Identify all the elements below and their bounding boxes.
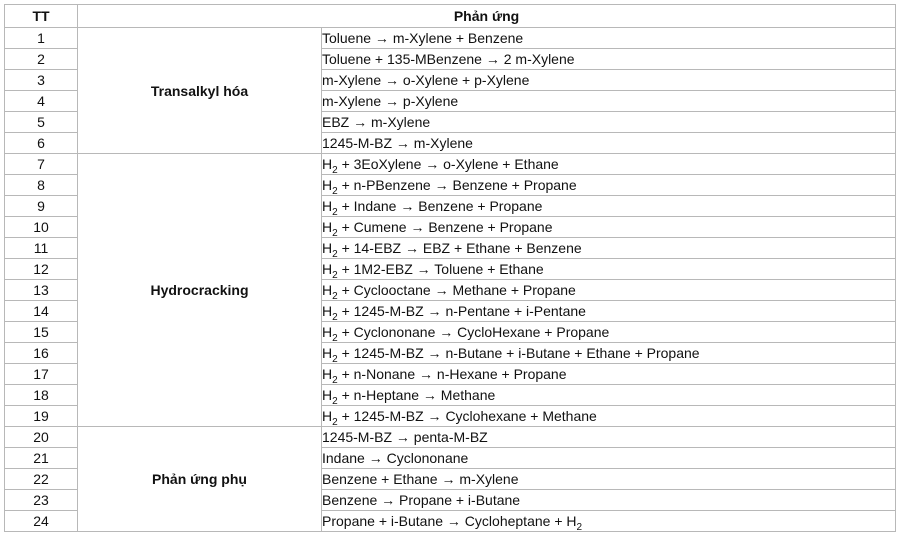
hydrogen-symbol: H — [566, 513, 577, 529]
reaction-cell — [322, 490, 896, 511]
reaction-text: + Cumene → Benzene + Propane — [337, 219, 553, 235]
reaction-cell — [322, 364, 896, 385]
hydrogen-symbol: H — [322, 240, 333, 256]
reaction-text: + 1245-M-BZ → Cyclohexane + Methane — [337, 408, 597, 424]
reaction-text: Benzene → Propane + i-Butane — [322, 492, 521, 508]
hydrogen-subscript: 2 — [332, 228, 338, 239]
group-label: Phản ứng phụ — [78, 427, 322, 532]
reaction-cell — [322, 70, 896, 91]
row-number: 20 — [5, 427, 78, 448]
table-row — [5, 154, 896, 175]
hydrogen-symbol: H — [322, 387, 333, 403]
hydrogen-subscript: 2 — [332, 333, 338, 344]
reaction-text: + 3EoXylene → o-Xylene + Ethane — [337, 156, 559, 172]
reaction-text: + Indane → Benzene + Propane — [337, 198, 543, 214]
reaction-cell — [322, 511, 896, 532]
hydrogen-symbol: H — [322, 198, 333, 214]
hydrogen-formula — [322, 345, 338, 365]
table-row — [5, 28, 896, 49]
reaction-cell — [322, 133, 896, 154]
reaction-text: + n-Heptane → Methane — [337, 387, 496, 403]
row-number: 11 — [5, 238, 78, 259]
group-label: Hydrocracking — [78, 154, 322, 427]
hydrogen-subscript: 2 — [332, 375, 338, 386]
reaction-text: + n-Nonane → n-Hexane + Propane — [337, 366, 567, 382]
reaction-cell — [322, 154, 896, 175]
reaction-text: Benzene + Ethane → m-Xylene — [322, 471, 519, 487]
row-number: 8 — [5, 175, 78, 196]
reaction-cell — [322, 427, 896, 448]
hydrogen-formula — [322, 324, 338, 344]
hydrogen-subscript: 2 — [332, 312, 338, 323]
reaction-cell — [322, 385, 896, 406]
reaction-cell — [322, 448, 896, 469]
hydrogen-symbol: H — [322, 219, 333, 235]
hydrogen-symbol: H — [322, 366, 333, 382]
reaction-cell — [322, 175, 896, 196]
header-tt: TT — [5, 5, 78, 28]
header-row — [5, 5, 896, 28]
reaction-text: + 1245-M-BZ → n-Butane + i-Butane + Ethane + Propane — [337, 345, 700, 361]
reaction-text: 1245-M-BZ → penta-M-BZ — [322, 429, 488, 445]
reaction-cell — [322, 217, 896, 238]
row-number: 3 — [5, 70, 78, 91]
table-body — [5, 28, 896, 532]
row-number: 4 — [5, 91, 78, 112]
table-row — [5, 427, 896, 448]
row-number: 16 — [5, 343, 78, 364]
hydrogen-subscript: 2 — [332, 417, 338, 428]
row-number: 12 — [5, 259, 78, 280]
row-number: 10 — [5, 217, 78, 238]
header-reaction: Phản ứng — [78, 5, 896, 28]
hydrogen-symbol: H — [322, 282, 333, 298]
reaction-cell — [322, 91, 896, 112]
row-number: 9 — [5, 196, 78, 217]
reaction-cell — [322, 301, 896, 322]
hydrogen-formula — [322, 177, 338, 197]
reaction-cell — [322, 280, 896, 301]
hydrogen-subscript: 2 — [332, 396, 338, 407]
reaction-cell — [322, 112, 896, 133]
reaction-cell — [322, 343, 896, 364]
reaction-text: Toluene → m-Xylene + Benzene — [322, 30, 524, 46]
hydrogen-symbol: H — [322, 408, 333, 424]
hydrogen-subscript: 2 — [332, 165, 338, 176]
reaction-text: 1245-M-BZ → m-Xylene — [322, 135, 473, 151]
hydrogen-symbol: H — [322, 261, 333, 277]
group-label: Transalkyl hóa — [78, 28, 322, 154]
hydrogen-formula — [322, 240, 338, 260]
hydrogen-subscript: 2 — [332, 291, 338, 302]
reaction-table — [4, 4, 896, 532]
reaction-text: + 1245-M-BZ → n-Pentane + i-Pentane — [337, 303, 586, 319]
reaction-cell — [322, 49, 896, 70]
reaction-cell — [322, 259, 896, 280]
hydrogen-subscript: 2 — [332, 354, 338, 365]
row-number: 18 — [5, 385, 78, 406]
hydrogen-subscript: 2 — [332, 207, 338, 218]
hydrogen-formula — [322, 366, 338, 386]
hydrogen-symbol: H — [322, 303, 333, 319]
row-number: 21 — [5, 448, 78, 469]
reaction-cell — [322, 469, 896, 490]
hydrogen-subscript: 2 — [332, 186, 338, 197]
reaction-text: Indane → Cyclononane — [322, 450, 469, 466]
row-number: 19 — [5, 406, 78, 427]
row-number: 13 — [5, 280, 78, 301]
reaction-cell — [322, 406, 896, 427]
hydrogen-subscript: 2 — [332, 270, 338, 281]
hydrogen-symbol: H — [322, 324, 333, 340]
hydrogen-formula — [322, 303, 338, 323]
hydrogen-symbol: H — [322, 156, 333, 172]
hydrogen-symbol: H — [322, 345, 333, 361]
row-number: 1 — [5, 28, 78, 49]
row-number: 24 — [5, 511, 78, 532]
reaction-text: + Cyclononane → CycloHexane + Propane — [337, 324, 610, 340]
reaction-text: + 14-EBZ → EBZ + Ethane + Benzene — [337, 240, 582, 256]
row-number: 6 — [5, 133, 78, 154]
reaction-text: Propane + i-Butane → Cycloheptane + — [322, 513, 567, 529]
reaction-cell — [322, 322, 896, 343]
hydrogen-formula — [322, 408, 338, 428]
row-number: 14 — [5, 301, 78, 322]
reaction-cell — [322, 196, 896, 217]
row-number: 23 — [5, 490, 78, 511]
reaction-text: m-Xylene → o-Xylene + p-Xylene — [322, 72, 530, 88]
row-number: 2 — [5, 49, 78, 70]
reaction-text: Toluene + 135-MBenzene → 2 m-Xylene — [322, 51, 575, 67]
reaction-text: + 1M2-EBZ → Toluene + Ethane — [337, 261, 544, 277]
reaction-text: EBZ → m-Xylene — [322, 114, 431, 130]
hydrogen-symbol: H — [322, 177, 333, 193]
hydrogen-formula — [322, 387, 338, 407]
hydrogen-formula — [322, 156, 338, 176]
reaction-text: + n-PBenzene → Benzene + Propane — [337, 177, 577, 193]
hydrogen-formula — [566, 513, 583, 533]
hydrogen-subscript: 2 — [576, 522, 583, 533]
hydrogen-formula — [322, 282, 338, 302]
hydrogen-formula — [322, 198, 338, 218]
row-number: 17 — [5, 364, 78, 385]
hydrogen-subscript: 2 — [332, 249, 338, 260]
hydrogen-formula — [322, 219, 338, 239]
row-number: 5 — [5, 112, 78, 133]
row-number: 7 — [5, 154, 78, 175]
reaction-text: + Cyclooctane → Methane + Propane — [337, 282, 576, 298]
reaction-cell — [322, 238, 896, 259]
hydrogen-formula — [322, 261, 338, 281]
row-number: 15 — [5, 322, 78, 343]
reaction-text: m-Xylene → p-Xylene — [322, 93, 459, 109]
row-number: 22 — [5, 469, 78, 490]
reaction-cell — [322, 28, 896, 49]
